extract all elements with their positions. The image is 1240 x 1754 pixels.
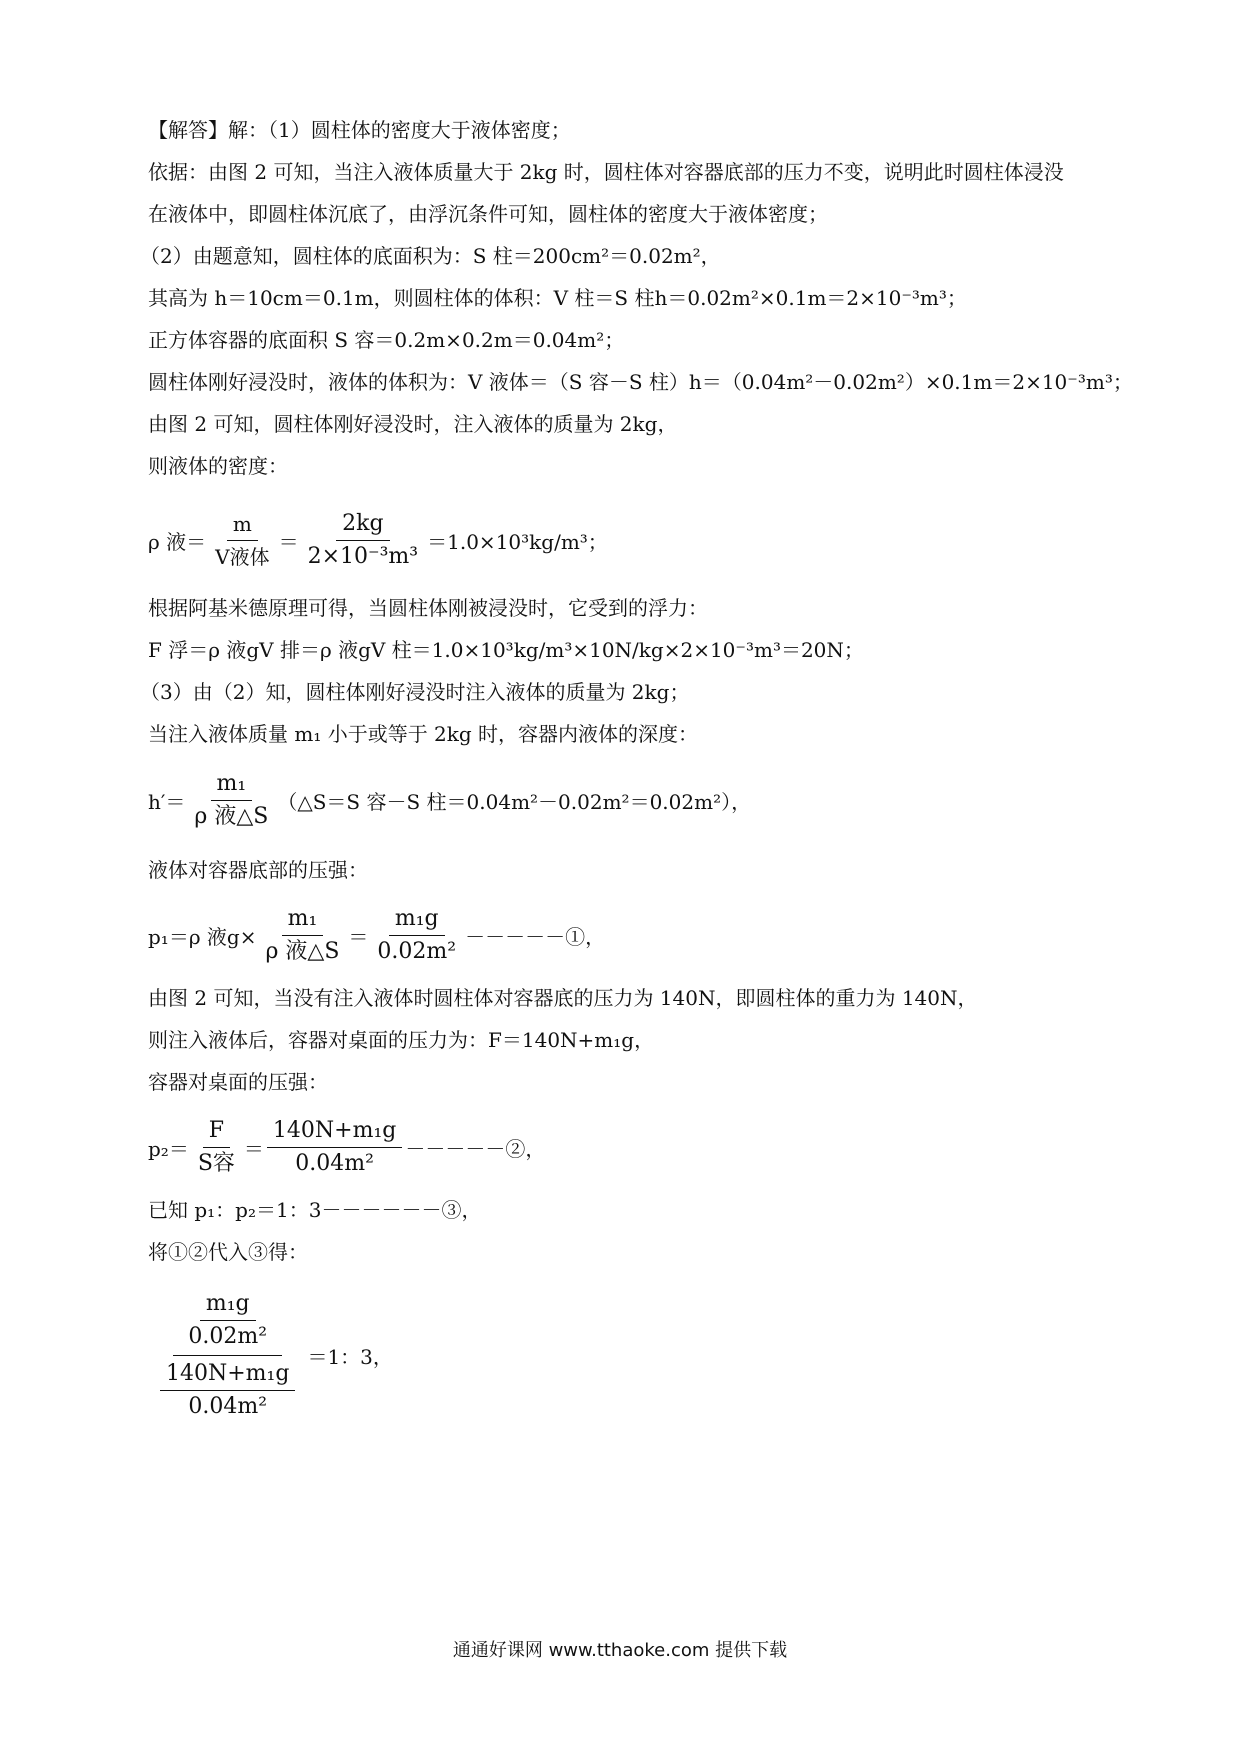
denominator: 0.04m² [188,1394,268,1419]
text-line: 则液体的密度： [148,454,288,478]
numerator: m₁g [389,905,445,936]
formula-rhs: －－－－－②， [405,1137,546,1161]
numerator: m [227,510,258,541]
text-line: （2）由题意知，圆柱体的底面积为：S 柱＝200cm²＝0.02m²， [140,244,721,268]
equals-sign: ＝ [348,925,369,949]
numerator: m₁g [200,1290,256,1321]
text-line: 依据：由图 2 可知，当注入液体质量大于 2kg 时，圆柱体对容器底部的压力不变，说明此时圆柱体浸没 [148,160,1064,184]
density-formula [148,510,608,571]
fraction [267,1117,402,1178]
text-line: 由图 2 可知，当没有注入液体时圆柱体对容器底的压力为 140N，即圆柱体的重力为 140N， [148,986,978,1010]
fraction [260,905,346,966]
text-line: （3）由（2）知，圆柱体刚好浸没时注入液体的质量为 2kg； [140,680,690,704]
equals-sign: ＝ [278,530,299,554]
denominator: V液体 [215,545,270,569]
fraction [209,510,275,571]
equals-sign: ＝ [243,1137,264,1161]
ratio-formula [148,1290,393,1421]
depth-formula [148,770,751,831]
numerator: m₁ [211,770,253,801]
text-line: 将①②代入③得： [148,1240,308,1264]
denominator: 0.02m² [377,939,457,964]
formula-rhs: （△S＝S 容－S 柱＝0.04m²－0.02m²＝0.02m²）， [277,790,752,814]
fraction [182,1290,273,1351]
formula-rhs: ＝1：3， [307,1345,393,1369]
numerator: m₁ [282,905,324,936]
text-line: 由图 2 可知，圆柱体刚好浸没时，注入液体的质量为 2kg， [148,412,678,436]
denominator: 0.02m² [188,1324,268,1349]
numerator: 2kg [336,510,389,541]
page-footer: 通通好课网 www.tthaoke.com 提供下载 [452,1640,788,1661]
text-line: 容器对桌面的压强： [148,1070,328,1094]
numerator: 140N+m₁g [160,1360,295,1391]
numerator: F [203,1117,230,1148]
text-line: 已知 p₁：p₂＝1：3－－－－－－③， [148,1198,482,1222]
formula-lhs: p₂＝ [148,1137,189,1161]
denominator: S容 [197,1151,235,1176]
fraction [371,905,462,966]
text-line: 圆柱体刚好浸没时，液体的体积为：V 液体＝（S 容－S 柱）h＝（0.04m²－0.02m²）×0.1m＝2×10⁻³m³； [148,370,1133,394]
fraction [160,1360,295,1421]
fraction [188,770,274,831]
numerator: 140N+m₁g [267,1117,402,1148]
text-line: 液体对容器底部的压强： [148,858,368,882]
text-line: 根据阿基米德原理可得，当圆柱体刚被浸没时，它受到的浮力： [148,596,708,620]
compound-fraction [151,1290,304,1421]
formula-rhs: ＝1.0×10³kg/m³； [427,530,608,554]
answer-heading: 【解答】解：（1）圆柱体的密度大于液体密度； [148,118,571,142]
compound-numerator [173,1290,282,1356]
text-line: 正方体容器的底面积 S 容＝0.2m×0.2m＝0.04m²； [148,328,625,352]
p2-formula [148,1117,545,1178]
text-line: 在液体中，即圆柱体沉底了，由浮沉条件可知，圆柱体的密度大于液体密度； [148,202,828,226]
text-line: 当注入液体质量 m₁ 小于或等于 2kg 时，容器内液体的深度： [148,722,699,746]
formula-lhs: h′＝ [148,790,186,814]
compound-denominator [151,1356,304,1421]
text-line: F 浮＝ρ 液gV 排＝ρ 液gV 柱＝1.0×10³kg/m³×10N/kg×2×10⁻³m³＝20N； [148,638,864,662]
p1-formula [148,905,605,966]
denominator: ρ 液△S [265,939,340,964]
formula-rhs: －－－－－①， [465,925,606,949]
fraction [302,510,425,571]
formula-lhs: p₁＝ρ 液g× [148,925,257,949]
formula-lhs: ρ 液＝ [148,530,207,554]
fraction [192,1117,241,1178]
text-line: 则注入液体后，容器对桌面的压力为：F＝140N+m₁g， [148,1028,655,1052]
denominator: ρ 液△S [194,804,269,829]
text-line: 其高为 h＝10cm＝0.1m，则圆柱体的体积：V 柱＝S 柱h＝0.02m²×0.1m＝2×10⁻³m³； [148,286,967,310]
denominator: 2×10⁻³m³ [307,544,419,569]
denominator: 0.04m² [295,1151,374,1176]
